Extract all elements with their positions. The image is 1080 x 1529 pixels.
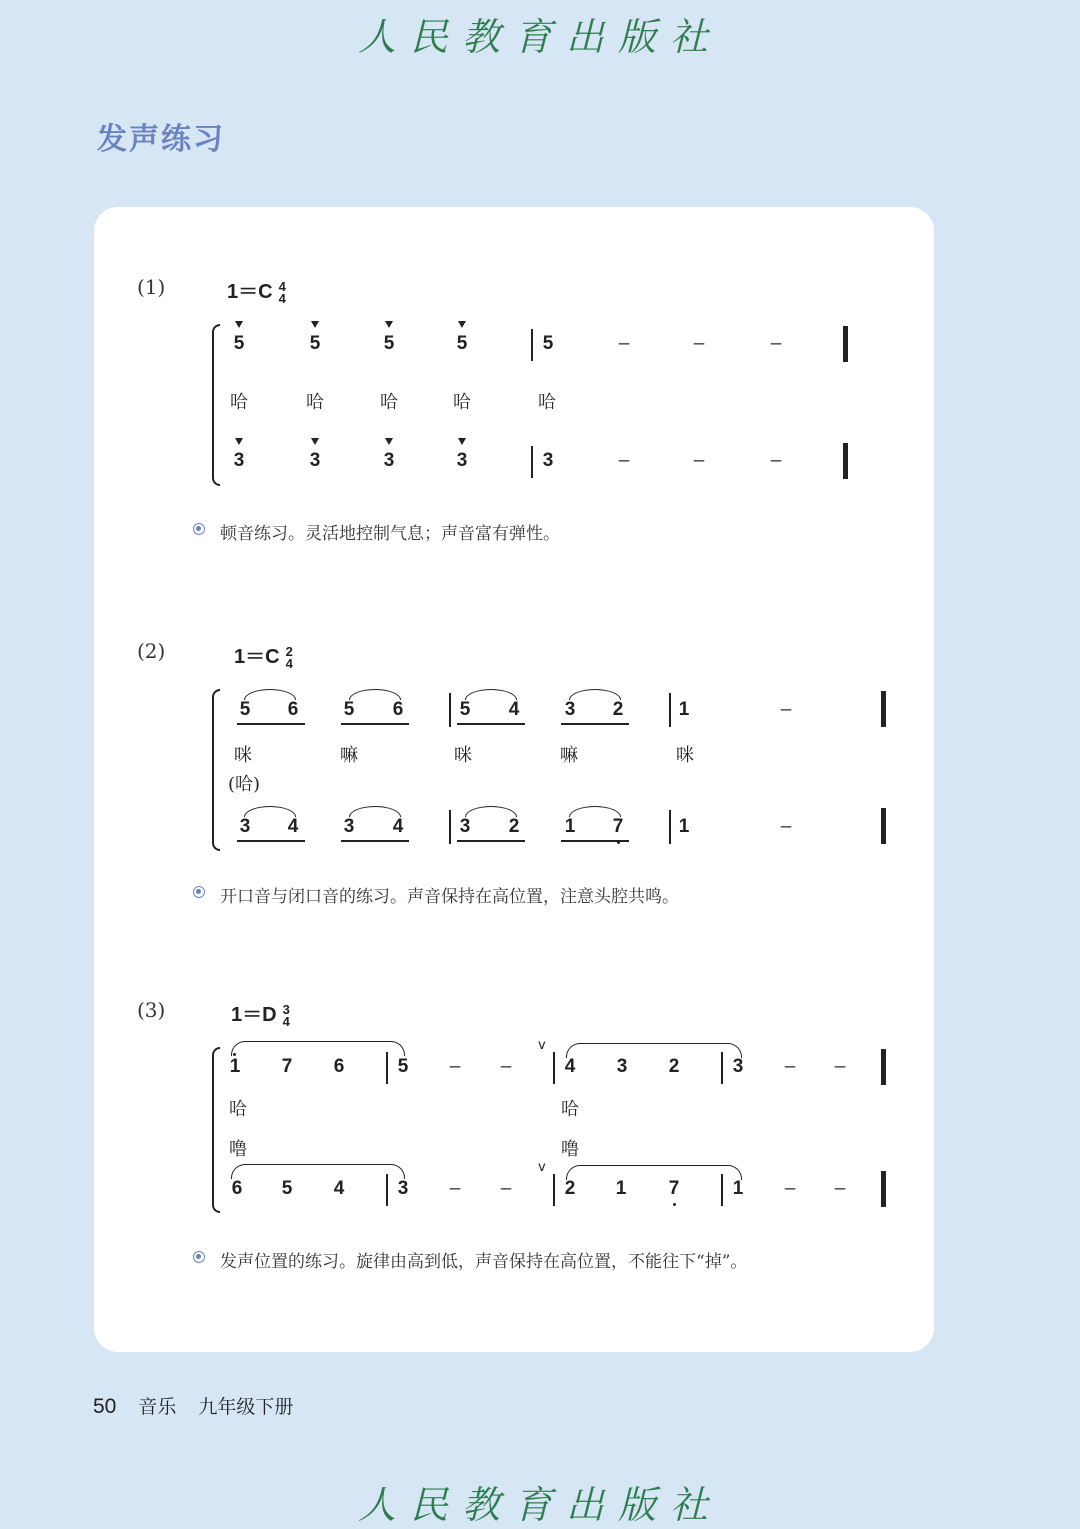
low-octave-dot: [673, 1203, 676, 1206]
note: 5: [397, 1056, 409, 1077]
bar-line: [669, 810, 671, 844]
bar-line: [449, 810, 451, 844]
lyric: 哈: [230, 392, 248, 413]
lyric: 咪: [454, 745, 472, 766]
staccato-mark: [385, 321, 393, 328]
exercise-3-key-label: 1＝D: [231, 1004, 277, 1026]
exercise-2-brace: [212, 689, 220, 851]
bar-line: [386, 1174, 388, 1206]
note: 3: [450, 450, 474, 472]
slur: [566, 1043, 742, 1058]
staccato-mark: [235, 321, 243, 328]
bar-line: [553, 1052, 555, 1084]
underline: [457, 723, 525, 725]
note: 6: [287, 699, 299, 720]
dash: –: [770, 450, 782, 471]
note: 1: [678, 816, 690, 837]
lyric: 嘛: [560, 745, 578, 766]
lyric: 咪: [234, 745, 252, 766]
exercise-2-time-signature: [285, 643, 293, 671]
note: 4: [333, 1178, 345, 1199]
underline: [237, 840, 305, 842]
slur: [231, 1041, 405, 1056]
note: 1: [615, 1178, 627, 1199]
exercise-3-key: [231, 998, 290, 1028]
note: 1: [732, 1178, 744, 1199]
bar-line: [386, 1052, 388, 1084]
dash: –: [834, 1056, 846, 1077]
dash: –: [784, 1056, 796, 1077]
lyric: 咪: [676, 745, 694, 766]
lyric: 哈: [306, 392, 324, 413]
high-octave-dot: [233, 1053, 236, 1056]
bar-line: [531, 446, 533, 478]
exercise-1-brace: [212, 324, 220, 486]
bar-line: [449, 693, 451, 727]
note: 1: [564, 816, 576, 837]
end-bar-line: [881, 691, 886, 727]
underline: [341, 840, 409, 842]
underline: [341, 723, 409, 725]
note: 5: [459, 699, 471, 720]
note: 3: [459, 816, 471, 837]
note: 4: [508, 699, 520, 720]
note: 3: [542, 450, 554, 471]
publisher-logo-bottom: 人民教育出版社: [357, 1483, 722, 1527]
bar-line: [721, 1174, 723, 1206]
exercise-1-key-label: 1＝C: [227, 281, 273, 303]
staccato-mark: [458, 438, 466, 445]
note: 3: [227, 450, 251, 472]
note: 5: [542, 333, 554, 354]
footer-subject: 音乐: [138, 1396, 177, 1418]
bar-line: [669, 693, 671, 727]
note: 3: [616, 1056, 628, 1077]
dash: –: [618, 333, 630, 354]
note: 2: [564, 1178, 576, 1199]
dash: –: [693, 333, 705, 354]
note: 5: [303, 333, 327, 355]
breath-mark: v: [538, 1038, 546, 1053]
lyric: 哈: [538, 392, 556, 413]
staccato-mark: [385, 438, 393, 445]
staccato-mark: [458, 321, 466, 328]
time-bottom: 4: [282, 1013, 290, 1029]
note: 4: [287, 816, 299, 837]
dash: –: [780, 699, 792, 720]
note: 5: [227, 333, 251, 355]
lyric: 噜: [561, 1139, 579, 1160]
underline: [457, 840, 525, 842]
dash: –: [618, 450, 630, 471]
staccato-mark: [311, 321, 319, 328]
note-high: 1: [223, 1056, 247, 1078]
note: 3: [732, 1056, 744, 1077]
slur: [566, 1165, 742, 1180]
note: 3: [239, 816, 251, 837]
note: 4: [564, 1056, 576, 1077]
end-bar-line: [881, 1049, 886, 1085]
note: 5: [377, 333, 401, 355]
underline: [561, 840, 629, 842]
time-top: 2: [285, 643, 293, 659]
staccato-mark: [311, 438, 319, 445]
end-bar-line: [881, 808, 886, 844]
exercise-3-time-signature: [282, 1001, 290, 1029]
exercise-card: [94, 207, 934, 1352]
note-low: 7: [606, 816, 630, 838]
time-bottom: 4: [285, 655, 293, 671]
note: 6: [392, 699, 404, 720]
exercise-3-brace: [212, 1047, 220, 1213]
section-title: 发声练习: [97, 122, 225, 157]
note: 3: [564, 699, 576, 720]
lyric: 噜: [229, 1139, 247, 1160]
note: 5: [450, 333, 474, 355]
note-low: 7: [662, 1178, 686, 1200]
exercise-1-time-signature: [278, 278, 286, 306]
exercise-1-tip: 顿音练习。灵活地控制气息；声音富有弹性。: [220, 519, 560, 544]
exercise-2-key: [234, 640, 293, 670]
dash: –: [500, 1056, 512, 1077]
note: 4: [392, 816, 404, 837]
dash: –: [449, 1056, 461, 1077]
exercise-2-number: (2): [137, 639, 166, 663]
note: 5: [281, 1178, 293, 1199]
dash: –: [500, 1178, 512, 1199]
footer-book: 九年级下册: [198, 1396, 294, 1418]
exercise-3-number: (3): [137, 998, 166, 1022]
time-top: 3: [282, 1001, 290, 1017]
exercise-2-tip: 开口音与闭口音的练习。声音保持在高位置，注意头腔共鸣。: [220, 882, 679, 907]
dash: –: [449, 1178, 461, 1199]
exercise-1-number: (1): [137, 275, 166, 299]
underline: [561, 723, 629, 725]
note: 3: [397, 1178, 409, 1199]
note: 2: [508, 816, 520, 837]
note: 6: [333, 1056, 345, 1077]
lyric: 哈: [380, 392, 398, 413]
note: 2: [668, 1056, 680, 1077]
bullet-icon: [193, 1251, 205, 1263]
exercise-2-key-label: 1＝C: [234, 646, 280, 668]
end-bar-line: [843, 326, 848, 362]
dash: –: [693, 450, 705, 471]
note: 7: [281, 1056, 293, 1077]
time-top: 4: [278, 278, 286, 294]
dash: –: [784, 1178, 796, 1199]
underline: [237, 723, 305, 725]
breath-mark: v: [538, 1160, 546, 1175]
lyric-alt: (哈): [228, 774, 261, 795]
exercise-3-tip: 发声位置的练习。旋律由高到低，声音保持在高位置，不能往下“掉”。: [220, 1247, 747, 1272]
page-number: 50: [93, 1395, 117, 1418]
bullet-icon: [193, 523, 205, 535]
note: 3: [343, 816, 355, 837]
lyric: 哈: [561, 1099, 579, 1120]
bullet-icon: [193, 886, 205, 898]
lyric: 嘛: [340, 745, 358, 766]
note: 3: [377, 450, 401, 472]
time-bottom: 4: [278, 290, 286, 306]
dash: –: [834, 1178, 846, 1199]
note: 2: [612, 699, 624, 720]
note: 1: [678, 699, 690, 720]
dash: –: [770, 333, 782, 354]
note: 5: [343, 699, 355, 720]
staccato-mark: [235, 438, 243, 445]
lyric: 哈: [453, 392, 471, 413]
note: 6: [231, 1178, 243, 1199]
bar-line: [553, 1174, 555, 1206]
page-footer: [93, 1392, 293, 1419]
bar-line: [721, 1052, 723, 1084]
note: 3: [303, 450, 327, 472]
bar-line: [531, 329, 533, 361]
publisher-logo-top: 人民教育出版社: [357, 15, 722, 59]
lyric: 哈: [229, 1099, 247, 1120]
note: 5: [239, 699, 251, 720]
dash: –: [780, 816, 792, 837]
end-bar-line: [881, 1171, 886, 1207]
exercise-1-key: [227, 275, 286, 305]
slur: [231, 1164, 405, 1179]
end-bar-line: [843, 443, 848, 479]
